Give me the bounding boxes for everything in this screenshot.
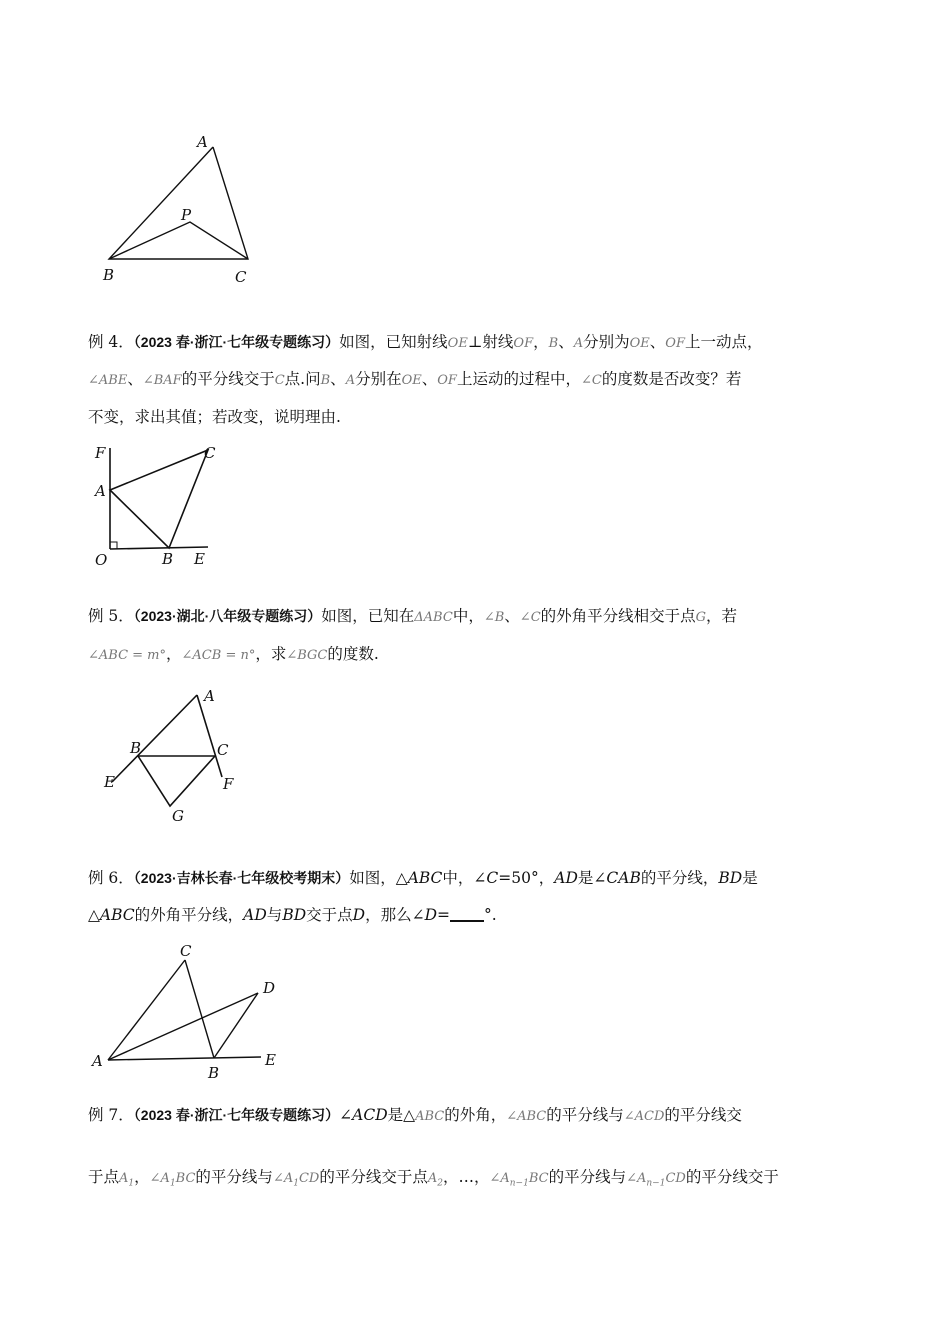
ex5-math: ∠B [483,610,505,625]
ex4-text: 的度数是否改变？若 [601,370,742,388]
example6-line1 [88,867,758,889]
ex6-math: CAB [606,869,641,887]
fig2-label-b: B [162,550,174,568]
ex6-math: AD [554,869,578,887]
example5-number: 例 5． [88,607,134,625]
example5-line2 [88,643,379,667]
figure-2-svg [90,440,230,570]
ex7-math [489,1171,549,1189]
ex4-math: A [345,373,356,388]
ex4-text: 、 [421,370,438,388]
ex4-math: ∠ABE [88,373,128,388]
ex7-math [626,1171,686,1189]
figure-right-angle-abc [90,440,230,570]
ex4-text: 分别在 [355,370,402,388]
ex6-text: 中，∠ [442,869,487,887]
ex7-a2: A [427,1171,438,1186]
fig2-label-o: O [95,551,108,569]
ex6-math: BD [718,869,743,887]
ex7-ang3: ∠A [149,1171,170,1186]
ex7-ang5-sub: n−1 [509,1178,529,1189]
fig3-label-f: F [223,775,234,793]
fig3-label-g: G [172,807,184,825]
ex4-math: B [548,336,559,351]
figure-triangle-abp [95,125,265,290]
example6-line2 [88,904,497,926]
example7-number: 例 7． [88,1106,134,1124]
ex7-ang5: ∠A [489,1171,510,1186]
ex7-text: 的平分线交于 [685,1168,779,1186]
ex7-ang3-sub: 1 [169,1178,176,1189]
fig1-outline [109,147,248,259]
ex5-text: 的外角平分线相交于点 [540,607,696,625]
ex4-text: 、 [558,333,574,351]
ex5-text: 的度数. [327,645,379,663]
ex6-text: =50°， [498,869,555,887]
ex4-math: C [274,373,285,388]
ex4-text: 射线 [482,333,514,351]
fig3-label-b: B [130,739,142,757]
fig4-line-cb [185,960,214,1058]
fig2-triangle [110,450,208,548]
ex7-text: 的平分线与 [546,1106,624,1124]
ex7-text: 的外角， [444,1106,507,1124]
ex4-math: ∠C [580,373,602,388]
ex6-text: 是∠ [577,869,607,887]
example4-line1 [88,331,762,355]
example5-line1 [88,605,737,629]
ex6-text: △ [88,906,100,924]
example4-line2 [88,368,741,392]
example6-number: 例 6． [88,869,134,887]
ex7-text: 的平分线交于点 [319,1168,428,1186]
answer-blank [450,906,484,922]
fig4-line-ac [108,960,185,1060]
ex4-text: 点.问 [284,370,321,388]
ex7-ang4-sub: 1 [293,1178,299,1189]
fig2-label-f: F [95,444,106,462]
figure-bisectors-d [88,940,288,1085]
ex4-math: B [320,373,331,388]
fig1-label-b: B [103,266,115,284]
example4-line3 [88,406,341,428]
ex4-math: ∠BAF [142,373,182,388]
fig1-inner [109,222,248,259]
fig3-bisectors [138,756,215,806]
example4-source: （2023 春·浙江·七年级专题练习） [133,334,340,350]
ex6-math: ABC [407,869,443,887]
ex7-ang6-tail: CD [665,1171,686,1186]
fig1-label-a: A [197,133,208,151]
example7-line2 [88,1166,779,1195]
ex7-a1-sub: 1 [128,1178,135,1189]
ex7-math: ∠ABC [506,1109,547,1124]
figure-1-svg [95,125,265,290]
ex7-math [427,1171,443,1189]
ex5-math: ∠ABC = m° [88,648,167,663]
ex5-text: ， [166,645,182,663]
fig3-label-a: A [204,687,215,705]
ex6-text: 交于点 [306,906,353,924]
ex5-text: 中， [452,607,484,625]
ex6-math: D [352,906,366,924]
ex6-math: AD [243,906,267,924]
ex4-math: OF [665,336,685,351]
ex4-math: OF [513,336,534,351]
fig3-line-ae [112,695,197,782]
ex7-math: ACD [352,1106,388,1124]
ex7-ang4: ∠A [272,1171,294,1186]
example7-line1 [88,1104,742,1128]
example7-source: （2023 春·浙江·七年级专题练习） [133,1107,340,1123]
ex4-math: OE [401,373,422,388]
ex4-text: 分别为 [583,333,630,351]
ex4-text: 如图，已知射线 [339,333,448,351]
ex6-text: °. [484,906,497,924]
ex7-a2-sub: 2 [437,1178,443,1189]
ex4-math: OE [447,336,468,351]
ex4-text: 、 [649,333,666,351]
fig2-label-a: A [95,482,106,500]
ex6-text: 如图，△ [349,869,408,887]
fig4-label-b: B [208,1064,220,1082]
ex6-text: 与 [266,906,283,924]
ex6-math: D [424,906,438,924]
ex7-math [149,1171,196,1189]
ex5-text: ，若 [706,607,738,625]
fig3-label-e: E [104,773,115,791]
ex7-ang6: ∠A [626,1171,647,1186]
ex7-ang3-tail: BC [175,1171,196,1186]
fig3-line-af [197,695,222,777]
ex7-ang4-tail: CD [298,1171,320,1186]
fig1-label-p: P [181,206,192,224]
ex7-text: ∠ [339,1106,353,1124]
ex4-math: OF [437,373,457,388]
ex5-math: ∠C [519,610,541,625]
ex7-text: 的平分线与 [195,1168,273,1186]
ex7-math: ∠ACD [623,1109,665,1124]
ex4-text: 、 [330,370,346,388]
fig1-label-c: C [235,268,247,286]
fig4-label-c: C [180,942,192,960]
ex6-math: BD [282,906,307,924]
example6-source: （2023·吉林长春·七年级校考期末） [133,870,350,886]
figure-3-svg [100,685,250,830]
ex7-math [119,1171,135,1189]
ex4-text: 不变，求出其值；若改变，说明理由. [88,408,341,426]
ex7-text: 于点 [88,1168,120,1186]
ex5-math: ∠BGC [286,648,328,663]
ex4-math: A [573,336,584,351]
ex4-text: 的平分线交于 [181,370,275,388]
fig2-right-angle-mark [110,542,117,549]
fig2-label-e: E [194,550,205,568]
ex7-math: ABC [415,1109,445,1124]
ex6-math: ABC [99,906,135,924]
example5-source: （2023·湖北·八年级专题练习） [133,608,322,624]
ex7-ang5-tail: BC [528,1171,549,1186]
example4-number: 例 4． [88,333,134,351]
ex5-math: ΔABC [414,610,453,625]
fig4-label-a: A [92,1052,103,1070]
fig4-label-e: E [265,1051,276,1069]
ex4-perp: ⊥ [467,333,483,351]
fig4-label-d: D [263,979,276,997]
fig2-ray-oe [110,547,208,549]
ex7-math [272,1171,320,1189]
ex6-text: 是 [742,869,758,887]
ex7-text: 的平分线交 [664,1106,742,1124]
ex5-text: 如图，已知在 [321,607,415,625]
ex5-math: G [695,610,707,625]
ex6-text: 的平分线， [640,869,719,887]
ex4-math: OE [629,336,650,351]
figure-exterior-bisectors [100,685,250,830]
ex7-text: ，…， [442,1168,490,1186]
ex5-text: ，求 [255,645,287,663]
ex7-ang6-sub: n−1 [646,1178,666,1189]
ex7-text: ， [134,1168,150,1186]
ex6-text: = [437,906,451,924]
ex7-text: 是△ [387,1106,416,1124]
fig2-label-c: C [204,444,216,462]
fig4-line-ae [108,1057,261,1060]
ex7-a1: A [119,1171,129,1186]
ex4-text: 上一动点， [684,333,763,351]
ex7-text: 的平分线与 [548,1168,627,1186]
ex6-math: C [486,869,499,887]
ex4-text: ， [533,333,549,351]
ex4-text: 、 [127,370,143,388]
ex4-text: 上运动的过程中， [456,370,581,388]
ex6-text: 的外角平分线， [134,906,244,924]
figure-4-svg [88,940,288,1085]
fig3-label-c: C [217,741,229,759]
ex5-math: ∠ACB = n° [181,648,256,663]
ex5-text: 、 [504,607,520,625]
ex6-text: ，那么∠ [365,906,425,924]
